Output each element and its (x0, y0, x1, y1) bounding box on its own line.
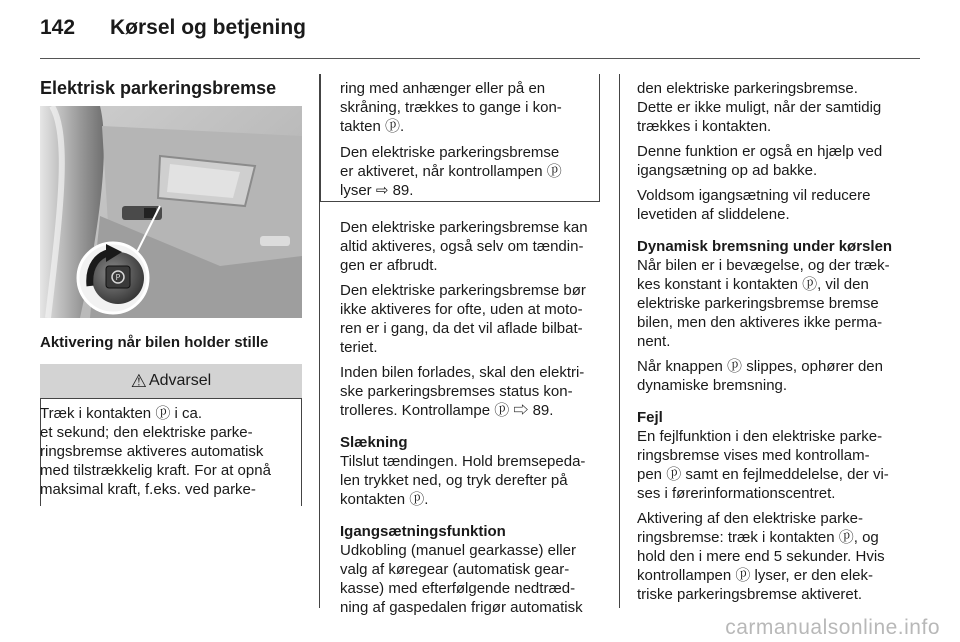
chapter-title: Kørsel og betjening (110, 16, 307, 39)
text-line: elektriske parkeringsbremse bremse (637, 295, 879, 312)
text-line: gen er afbrudt. (340, 257, 438, 274)
text-line: teriet. (340, 339, 378, 356)
column-2-body (340, 218, 610, 617)
text-line: lyser ⇨ 89. (340, 182, 414, 199)
column-3-body (637, 79, 920, 604)
text-line: er aktiveret, når kontrollampen ⓟ (340, 163, 562, 180)
text-line: kontakten ⓟ. (340, 491, 429, 508)
warning-header (40, 364, 302, 399)
text-line: pen ⓟ samt en fejlmeddelelse, der vi- (637, 466, 889, 483)
page-header (40, 16, 306, 40)
text-line: En fejlfunktion i den elektriske parke- (637, 428, 883, 445)
text-line: hold den i mere end 5 sekunder. Hvis (637, 548, 885, 565)
warning-continuation-text (340, 79, 600, 200)
warning-triangle-icon: ⚠ (130, 370, 147, 391)
parking-brake-photo (40, 106, 302, 318)
text-line: valg af køregear (automatisk gear- (340, 561, 570, 578)
text-line: trækkes i kontakten. (637, 118, 772, 135)
warning-title: Advarsel (148, 372, 212, 389)
section-title: Elektrisk parkeringsbremse (40, 78, 277, 98)
text-line: Den elektriske parkeringsbremse bør (340, 282, 586, 299)
figure-caption: Aktivering når bilen holder stille (40, 334, 269, 351)
text-line: Dette er ikke muligt, når der samtidig (637, 99, 882, 116)
text-line: Inden bilen forlades, skal den elektri- (340, 364, 585, 381)
header-rule (40, 58, 920, 59)
column-separator-2 (619, 74, 620, 608)
text-line: igangsætning op ad bakke. (637, 162, 818, 179)
text-line: kontrollampen ⓟ lyser, er den elek- (637, 567, 873, 584)
dynamic-braking-heading: Dynamisk bremsning under kørslen (637, 238, 893, 255)
text-line: Den elektriske parkeringsbremse (340, 144, 560, 161)
warning-line: Træk i kontakten ⓟ i ca. (40, 405, 202, 422)
text-line: triske parkeringsbremse aktiveret. (637, 586, 863, 603)
text-line: bilen, men den aktiveres ikke perma- (637, 314, 883, 331)
text-line: Aktivering af den elektriske parke- (637, 510, 863, 527)
text-line: ning af gaspedalen frigør automatisk (340, 599, 583, 616)
fault-heading: Fejl (637, 409, 663, 426)
text-line: ren er i gang, da det vil aflade bilbat- (340, 320, 583, 337)
release-heading: Slækning (340, 434, 408, 451)
text-line: Voldsom igangsætning vil reducere (637, 187, 871, 204)
text-line: Når knappen ⓟ slippes, ophører den (637, 358, 883, 375)
text-line: ske parkeringsbremses status kon- (340, 383, 573, 400)
text-line: len trykket ned, og tryk derefter på (340, 472, 568, 489)
text-line: nent. (637, 333, 671, 350)
start-function-heading: Igangsætningsfunktion (340, 523, 506, 540)
text-line: Den elektriske parkeringsbremse kan (340, 219, 588, 236)
warning-line: maksimal kraft, f.eks. ved parke- (40, 481, 256, 498)
text-line: ring med anhænger eller på en (340, 80, 546, 97)
text-line: ringsbremse: træk i kontakten ⓟ, og (637, 529, 879, 546)
text-line: takten ⓟ. (340, 118, 405, 135)
text-line: Udkobling (manuel gearkasse) eller (340, 542, 576, 559)
warning-line: ringsbremse aktiveres automatisk (40, 443, 264, 460)
text-line: Tilslut tændingen. Hold bremsepeda- (340, 453, 586, 470)
warning-text (40, 404, 302, 499)
warning-box (40, 364, 302, 506)
text-line: altid aktiveres, også selv om tændin- (340, 238, 584, 255)
text-line: trolleres. Kontrollampe ⓟ ⇨ 89. (340, 402, 554, 419)
text-line: Når bilen er i bevægelse, og der træk- (637, 257, 890, 274)
warning-line: med tilstrækkelig kraft. For at opnå (40, 462, 271, 479)
text-line: dynamiske bremsning. (637, 377, 788, 394)
text-line: kasse) med efterfølgende nedtræd- (340, 580, 576, 597)
text-line: Denne funktion er også en hjælp ved (637, 143, 883, 160)
svg-text:P: P (115, 273, 121, 282)
watermark: carmanualsonline.info (725, 616, 940, 639)
text-line: levetiden af sliddelene. (637, 206, 790, 223)
text-line: ringsbremse vises med kontrollam- (637, 447, 870, 464)
warning-line: et sekund; den elektriske parke- (40, 424, 253, 441)
text-line: den elektriske parkeringsbremse. (637, 80, 858, 97)
text-line: ses i førerinformationscentret. (637, 485, 836, 502)
text-line: ikke aktiveres for ofte, uden at moto- (340, 301, 583, 318)
text-line: kes konstant i kontakten ⓟ, vil den (637, 276, 869, 293)
page-number: 142 (40, 16, 76, 39)
text-line: skråning, trækkes to gange i kon- (340, 99, 562, 116)
